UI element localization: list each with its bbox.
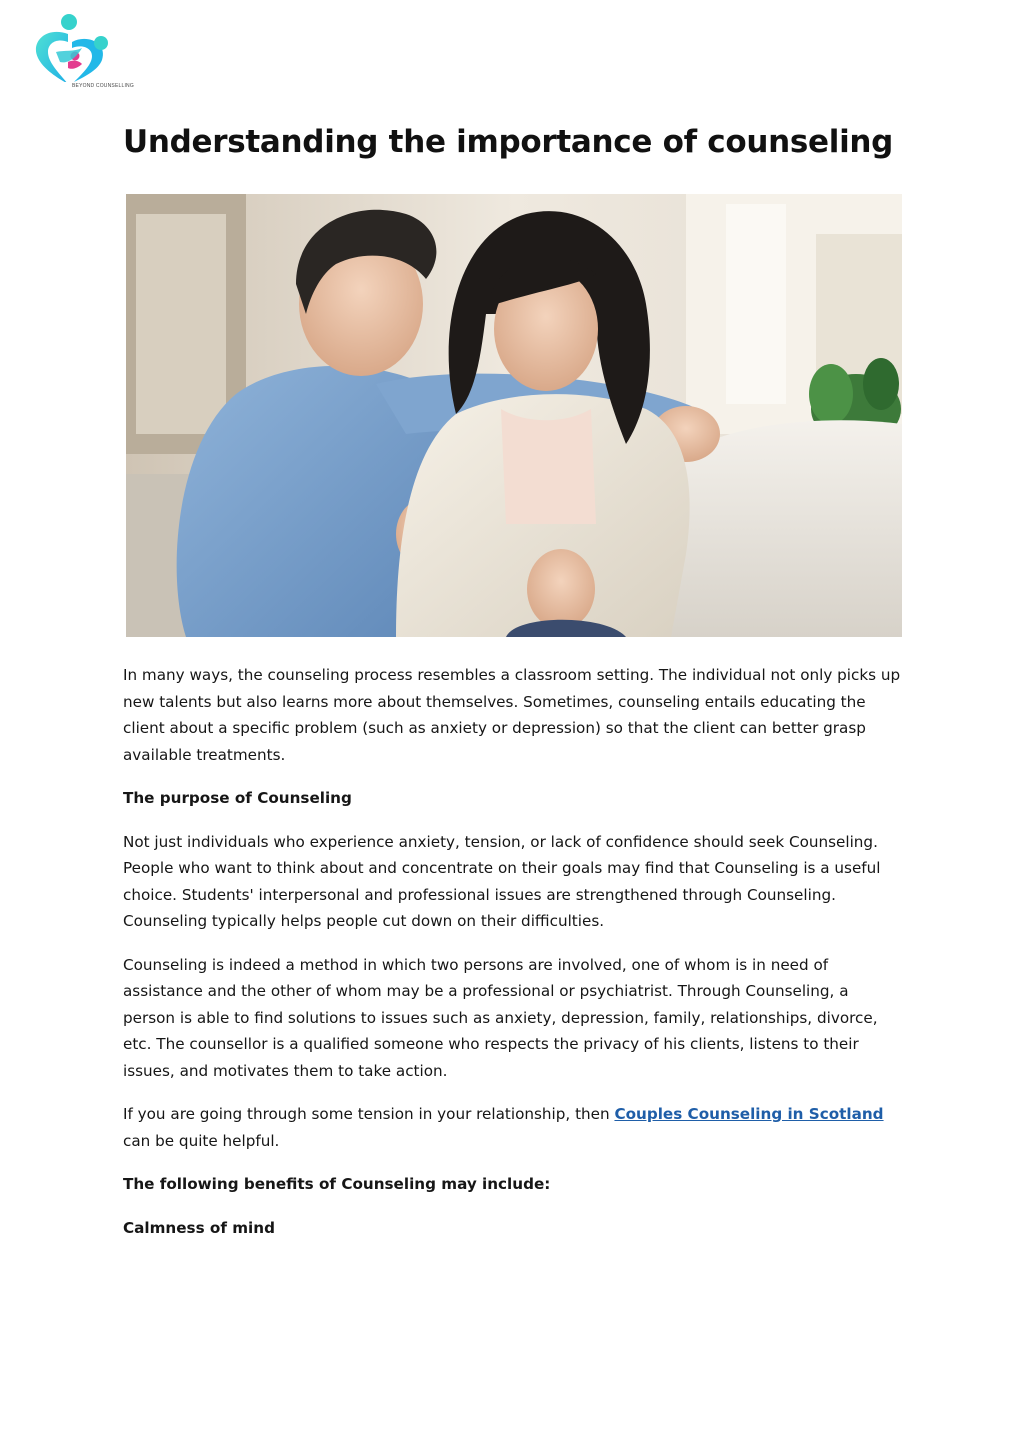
relationship-text-before: If you are going through some tension in your relationship, then (123, 1105, 615, 1123)
purpose-heading: The purpose of Counseling (123, 789, 352, 807)
relationship-text-after: can be quite helpful. (123, 1131, 280, 1150)
benefits-heading: The following benefits of Counseling may include: (123, 1175, 551, 1193)
relationship-paragraph (123, 1101, 905, 1154)
purpose-paragraph-2: Counseling is indeed a method in which two persons are involved, one of whom is in need of assistance and the other of whom may be a professional or psychiatrist. Through Counseling, a person is able to find solutions to issues such as anxiety, depression, family, relationships, divorce, etc. The counsellor is a qualified someone who respects the privacy of his clients, listens to their issues, and motivates them to take action. (123, 955, 878, 1080)
brand-logo[interactable] (28, 12, 134, 94)
couples-counseling-link[interactable]: Couples Counseling in Scotland (614, 1105, 884, 1123)
logo-text: BEYOND COUNSELLING (72, 83, 134, 89)
logo-icon (28, 12, 118, 82)
intro-paragraph: In many ways, the counseling process resembles a classroom setting. The individual not only picks up new talents but also learns more about themselves. Sometimes, counseling entails educating the client about a specific problem (such as anxiety or depression) so that the client can better grasp available treatments. (123, 666, 901, 764)
article-body (123, 662, 905, 1258)
calmness-heading: Calmness of mind (123, 1218, 275, 1237)
couple-counseling-photo-icon (126, 194, 902, 637)
purpose-paragraph-1: Not just individuals who experience anxiety, tension, or lack of confidence should seek Counseling. People who want to think about and concentrate on their goals may find that Counseling is a useful choice. Students' interpersonal and professional issues are strengthened through Counseling. Counseling typically helps people cut down on their difficulties. (123, 832, 881, 930)
hero-photo (126, 194, 902, 637)
page-title: Understanding the importance of counseling (123, 124, 894, 160)
